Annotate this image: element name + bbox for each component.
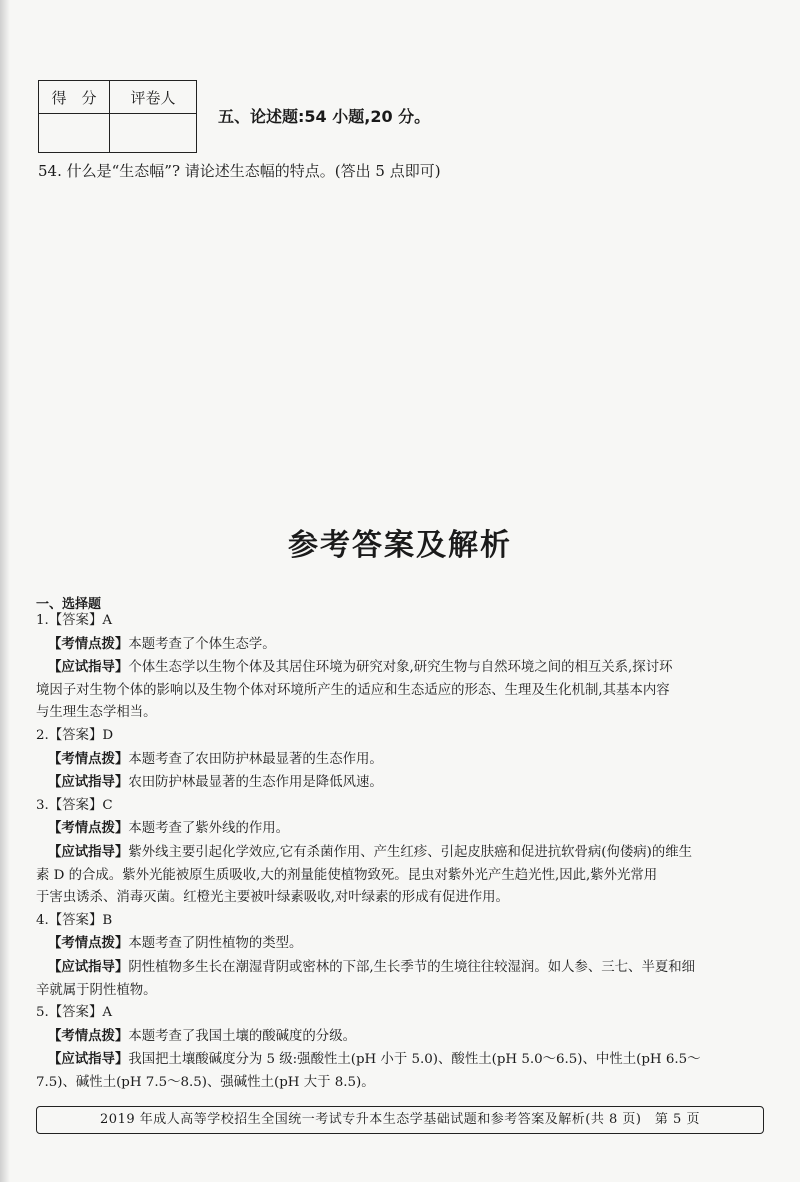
essay-section-heading: 五、论述题:54 小题,20 分。 — [218, 107, 431, 126]
exam-point-tag: 【考情点拨】 — [48, 1027, 129, 1044]
answers-list — [36, 610, 770, 1094]
exam-guide-line: 紫外线主要引起化学效应,它有杀菌作用、产生红疹、引起皮肤癌和促进抗软骨病(佝偻病)的维生 — [128, 844, 693, 860]
exam-point — [36, 932, 770, 956]
answer-title: 参考答案及解析 — [288, 528, 512, 563]
answer-item — [36, 725, 770, 795]
answer-key: 1.【答案】A — [36, 613, 113, 628]
exam-guide-tag: 【应试指导】 — [48, 958, 129, 975]
exam-guide-tag: 【应试指导】 — [48, 1051, 129, 1068]
exam-guide-line: 素 D 的合成。紫外光能被原生质吸收,大的剂量能使植物致死。昆虫对紫外光产生趋光性,因此,紫外光常用 — [36, 867, 658, 883]
exam-point-text: 本题考查了个体生态学。 — [128, 636, 276, 652]
answer-key: 2.【答案】D — [36, 727, 114, 743]
exam-guide-line: 于害虫诱杀、消毒灭菌。红橙光主要被叶绿素吸收,对叶绿素的形成有促进作用。 — [36, 890, 509, 906]
exam-guide-line: 我国把土壤酸碱度分为 5 级:强酸性土(pH 小于 5.0)、酸性土(pH 5.0～6.5)、中性土(pH 6.5～ — [128, 1052, 701, 1068]
exam-guide-line: 与生理生态学相当。 — [36, 705, 157, 721]
exam-guide-line: 境因子对生物个体的影响以及生物个体对环境所产生的适应和生态适应的形态、生理及生化机制,其基本内容 — [36, 682, 670, 698]
exam-guide — [36, 1048, 770, 1072]
question-54: 54. 什么是“生态幅”? 请论述生态幅的特点。(答出 5 点即可) — [38, 162, 441, 180]
exam-point — [36, 633, 770, 657]
exam-point-text: 本题考查了阴性植物的类型。 — [128, 936, 303, 952]
exam-guide — [36, 656, 770, 680]
answer-item — [36, 795, 770, 910]
exam-guide-line: 个体生态学以生物个体及其居住环境为研究对象,研究生物与自然环境之间的相互关系,探讨环 — [128, 660, 673, 676]
choice-section-label: 一、选择题 — [36, 597, 102, 612]
answer-key: 4.【答案】B — [36, 912, 113, 928]
answer-item — [36, 910, 770, 1002]
exam-point-text: 本题考查了农田防护林最显著的生态作用。 — [128, 751, 383, 767]
exam-guide-line: 农田防护林最显著的生态作用是降低风速。 — [128, 775, 383, 791]
grader-cell[interactable] — [110, 114, 197, 153]
exam-point-tag: 【考情点拨】 — [48, 820, 129, 837]
answer-item — [36, 1002, 770, 1094]
exam-guide — [36, 771, 770, 795]
exam-guide — [36, 956, 770, 980]
page-footer: 2019 年成人高等学校招生全国统一考试专升本生态学基础试题和参考答案及解析(共 8 页) 第 5 页 — [36, 1106, 764, 1134]
exam-guide-tag: 【应试指导】 — [48, 774, 129, 791]
exam-guide-tag: 【应试指导】 — [48, 843, 129, 860]
exam-point-tag: 【考情点拨】 — [48, 750, 129, 767]
exam-guide — [36, 841, 770, 865]
exam-point — [36, 1025, 770, 1049]
exam-point-text: 本题考查了我国土壤的酸碱度的分级。 — [128, 1028, 356, 1044]
answer-key: 3.【答案】C — [36, 797, 113, 813]
exam-point-tag: 【考情点拨】 — [48, 935, 129, 952]
exam-point — [36, 748, 770, 772]
grader-header: 评卷人 — [110, 81, 197, 114]
exam-point — [36, 817, 770, 841]
exam-guide-line: 阴性植物多生长在潮湿背阴或密林的下部,生长季节的生境往往较湿润。如人参、三七、半夏和细 — [128, 959, 696, 975]
exam-point-tag: 【考情点拨】 — [48, 635, 129, 652]
exam-guide-line: 7.5)、碱性土(pH 7.5～8.5)、强碱性土(pH 大于 8.5)。 — [36, 1074, 375, 1090]
answer-key: 5.【答案】A — [36, 1005, 113, 1021]
score-header: 得 分 — [39, 81, 110, 114]
exam-guide-line: 辛就属于阴性植物。 — [36, 982, 157, 998]
exam-point-text: 本题考查了紫外线的作用。 — [128, 821, 290, 837]
score-cell[interactable] — [39, 114, 110, 153]
score-table — [38, 80, 197, 153]
answer-item — [36, 610, 770, 725]
page-edge-shadow — [0, 0, 10, 1182]
exam-guide-tag: 【应试指导】 — [48, 659, 129, 676]
